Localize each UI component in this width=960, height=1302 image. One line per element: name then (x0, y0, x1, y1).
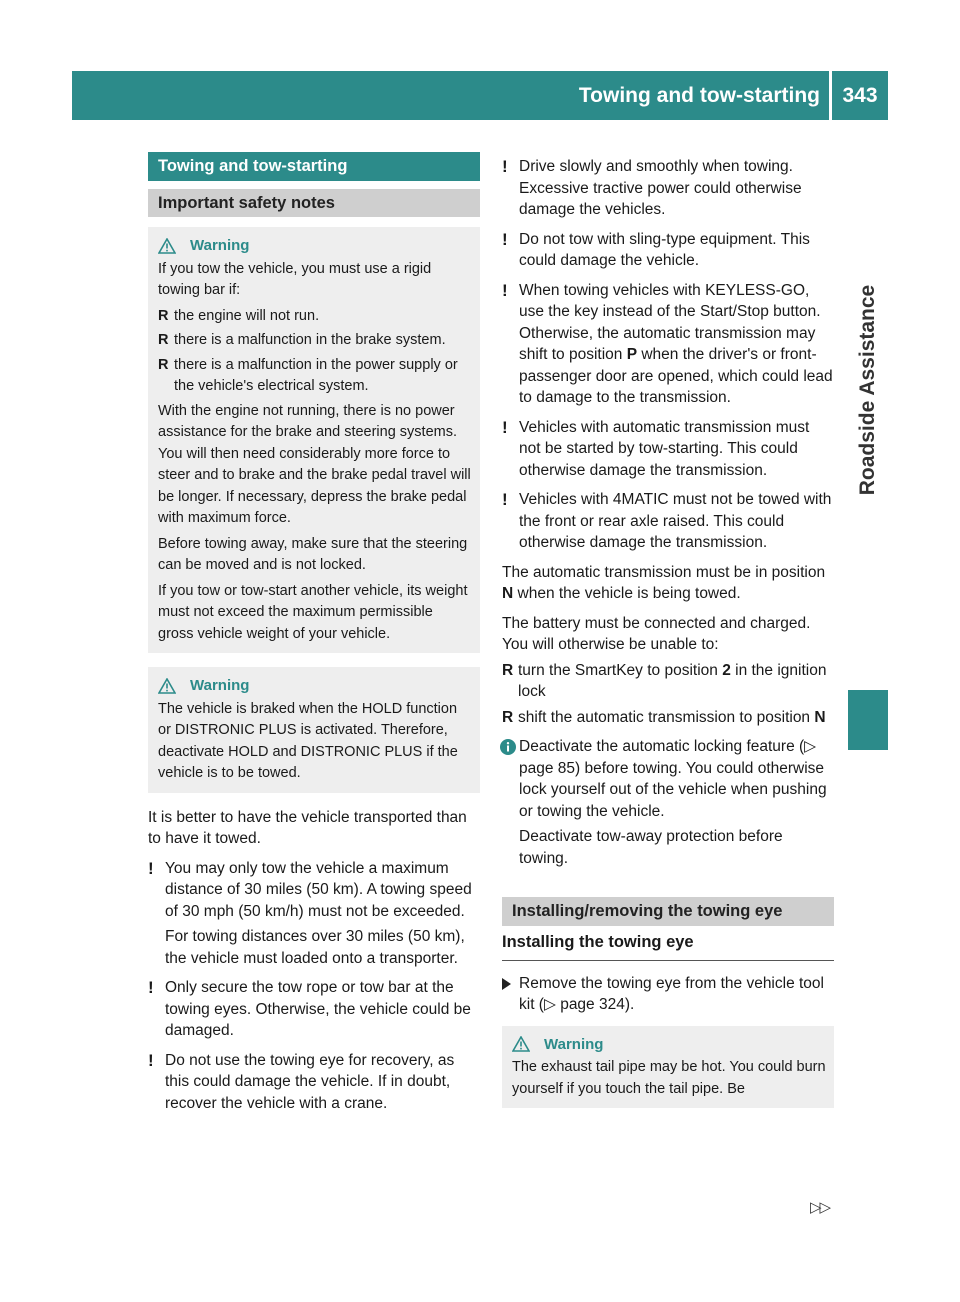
side-tab-marker (848, 690, 888, 750)
caution-note: ! Do not tow with sling-type equipment. This could damage the vehicle. (502, 229, 810, 269)
step-arrow-icon (502, 978, 511, 990)
list-item: R there is a malfunction in the brake system. (158, 332, 446, 348)
body-paragraph: The battery must be connected and charged. You will otherwise be unable to: (502, 614, 811, 653)
left-column (148, 152, 480, 1122)
step-item: Remove the towing eye from the vehicle tool kit (▷ page 324). (502, 973, 834, 1016)
body-paragraph: The automatic transmission must be in position N when the vehicle is being towed. (502, 563, 826, 602)
warning-triangle-icon (158, 238, 176, 254)
page-header (72, 71, 888, 120)
header-title: Towing and tow-starting (578, 84, 820, 107)
info-note: Deactivate the automatic locking feature (▷ page 85) before towing. You could otherwise lock yourself out of the vehicle when pushing or towing the vehicle. Deactivate tow-away protection before towing. (502, 736, 834, 869)
page-number: 343 (842, 84, 878, 107)
subsection-title: Important safety notes (148, 189, 480, 217)
exclamation-icon: ! (502, 490, 508, 509)
side-tab-label: Roadside Assistance (856, 284, 879, 496)
exclamation-icon: ! (502, 229, 508, 249)
warning-box (502, 1026, 834, 1109)
exclamation-icon: ! (502, 280, 508, 300)
warning-box (148, 667, 480, 793)
warning-triangle-icon (512, 1036, 530, 1052)
caution-note: ! When towing vehicles with KEYLESS-GO, use the key instead of the Start/Stop button. Otherwise, the automatic transmission may shift to position P when the driver's or front-passenger door are opened, which could lead to damage to the transmission. (502, 280, 833, 406)
warning-box (148, 227, 480, 653)
warning-triangle-icon (158, 678, 176, 694)
info-icon (500, 739, 516, 755)
list-item: R shift the automatic transmission to position N (502, 708, 826, 726)
exclamation-icon: ! (502, 157, 508, 176)
exclamation-icon: ! (148, 978, 154, 997)
warning-heading: Warning (512, 1034, 826, 1056)
warning-text: The vehicle is braked when the HOLD function or DISTRONIC PLUS is activated. Therefore, deactivate HOLD and DISTRONIC PLUS if the vehicle is to be towed. (158, 700, 458, 781)
exclamation-icon: ! (502, 417, 508, 437)
sub-heading: Installing the towing eye (502, 926, 834, 961)
list-item: R turn the SmartKey to position 2 in the ignition lock (502, 661, 827, 700)
section-title: Towing and tow-starting (148, 152, 480, 181)
warning-heading: Warning (158, 675, 472, 697)
caution-note: ! Vehicles with 4MATIC must not be towed with the front or rear axle raised. This could otherwise damage the transmission. (502, 490, 832, 551)
exclamation-icon: ! (148, 1050, 154, 1070)
exclamation-icon: ! (148, 858, 154, 878)
list-item: R there is a malfunction in the power supply or the vehicle's electrical system. (158, 356, 458, 394)
list-item: R the engine will not run. (158, 307, 320, 324)
warning-paragraph: Before towing away, make sure that the steering can be moved and is not locked. (158, 535, 468, 573)
warning-heading: Warning (158, 235, 472, 257)
caution-note: ! Do not use the towing eye for recovery, as this could damage the vehicle. If in doubt, recover the vehicle with a crane. (148, 1050, 455, 1112)
warning-paragraph: If you tow or tow-start another vehicle, its weight must not exceed the maximum permissible gross vehicle weight of your vehicle. (158, 582, 468, 642)
right-column (502, 156, 834, 1108)
warning-text: The exhaust tail pipe may be hot. You could burn yourself if you touch the tail pipe. Be (512, 1059, 826, 1097)
caution-note: ! Only secure the tow rope or tow bar at the towing eyes. Otherwise, the vehicle could be damaged. (148, 978, 471, 1039)
continue-marker: ▷▷ (810, 1199, 830, 1216)
warning-intro: If you tow the vehicle, you must use a rigid towing bar if: (158, 260, 432, 298)
body-paragraph: It is better to have the vehicle transported than to have it towed. (148, 808, 467, 847)
warning-paragraph: With the engine not running, there is no power assistance for the brake and steering systems. You will then need considerably more force to steer and to brake and the brake pedal travel will be longer. If necessary, depress the brake pedal with maximum force. (158, 402, 471, 526)
caution-note: ! You may only tow the vehicle a maximum distance of 30 miles (50 km). A towing speed of 30 mph (50 km/h) must not be exceeded. For towing distances over 30 miles (50 km), the vehicle must loaded onto a transporter. (148, 858, 472, 967)
caution-note: ! Vehicles with automatic transmission must not be started by tow-starting. This could otherwise damage the transmission. (502, 417, 810, 479)
section-title: Installing/removing the towing eye (502, 897, 834, 926)
caution-note: ! Drive slowly and smoothly when towing. Excessive tractive power could otherwise damage the vehicles. (502, 157, 802, 218)
